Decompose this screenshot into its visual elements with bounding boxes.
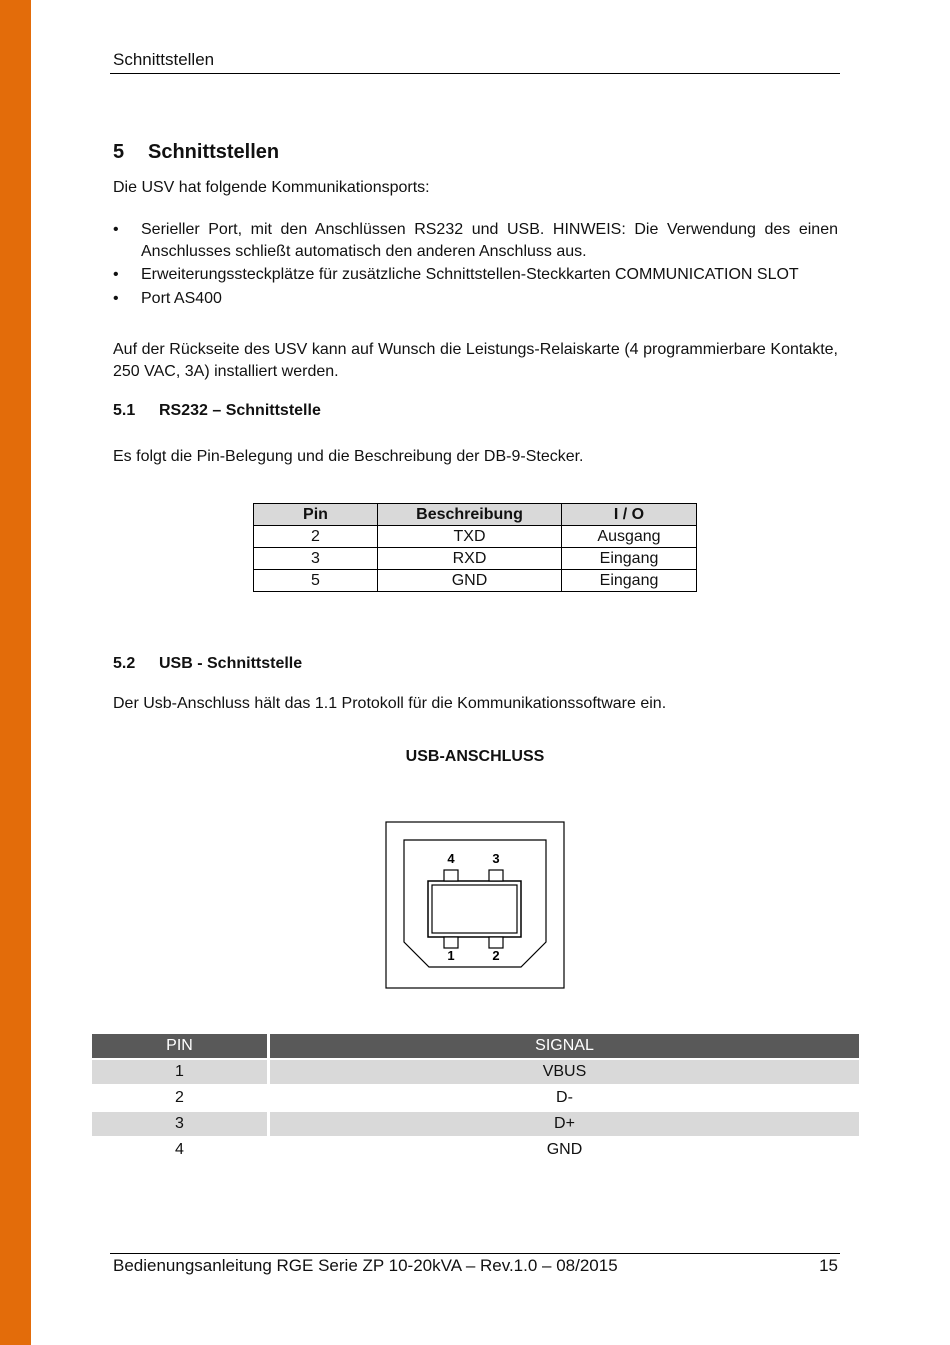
- pin-3-contact: [489, 870, 503, 881]
- table-row: [254, 526, 697, 548]
- table-cell: GND: [270, 1138, 859, 1162]
- section-5-1-intro: Es folgt die Pin-Belegung und die Beschreibung der DB-9-Stecker.: [113, 448, 584, 465]
- table-cell: 3: [92, 1112, 267, 1136]
- usb-pin-table: [92, 1034, 859, 1162]
- column-header: PIN: [92, 1034, 267, 1058]
- table-cell: D+: [270, 1112, 859, 1136]
- section-number: 5: [113, 141, 125, 163]
- column-header: I / O: [562, 504, 697, 526]
- bullet-text: Port AS400: [141, 290, 222, 307]
- page-number: 15: [819, 1256, 838, 1275]
- table-cell: Eingang: [562, 570, 697, 592]
- table-cell: 2: [92, 1086, 267, 1110]
- table-row: [254, 570, 697, 592]
- section-5-2-heading: [113, 655, 302, 673]
- section-5-intro: Die USV hat folgende Kommunikationsports:: [113, 179, 430, 196]
- table-header-row: [254, 504, 697, 526]
- usb-b-connector-diagram: [385, 821, 565, 989]
- connector-body-inner: [432, 885, 517, 933]
- table-row: [92, 1138, 859, 1162]
- table-cell: 1: [92, 1060, 267, 1084]
- section-5-1-heading: [113, 402, 321, 420]
- table-cell: Ausgang: [562, 526, 697, 548]
- bullet-icon: •: [113, 221, 119, 238]
- column-header: Beschreibung: [378, 504, 562, 526]
- table-cell: 2: [254, 526, 378, 548]
- footer-rule: [110, 1253, 840, 1254]
- table-row: [92, 1086, 859, 1110]
- running-header: Schnittstellen: [113, 50, 215, 69]
- table-cell: TXD: [378, 526, 562, 548]
- header-rule: [110, 73, 840, 74]
- table-cell: 5: [254, 570, 378, 592]
- pin-4-contact: [444, 870, 458, 881]
- pin-1-contact: [444, 937, 458, 948]
- pin-label: 2: [492, 948, 500, 963]
- table-row: [92, 1112, 859, 1136]
- table-header-row: [92, 1034, 859, 1058]
- section-title: RS232 – Schnittstelle: [159, 402, 321, 419]
- table-cell: VBUS: [270, 1060, 859, 1084]
- table-cell: Eingang: [562, 548, 697, 570]
- bullet-text: Erweiterungssteckplätze für zusätzliche Schnittstellen-Steckkarten COMMUNICATION SLOT: [141, 266, 799, 283]
- column-header: SIGNAL: [270, 1034, 859, 1058]
- table-cell: GND: [378, 570, 562, 592]
- bullet-item: [113, 288, 838, 310]
- section-title: USB - Schnittstelle: [159, 655, 303, 672]
- pin-2-contact: [489, 937, 503, 948]
- table-cell: 3: [254, 548, 378, 570]
- section-number: 5.2: [113, 655, 136, 672]
- bullet-text: Serieller Port, mit den Anschlüssen RS232 und USB. HINWEIS: Die Verwendung des einen Anschlusses schließt automatisch den anderen Anschluss aus.: [141, 221, 838, 260]
- table-cell: RXD: [378, 548, 562, 570]
- table-row: [92, 1060, 859, 1084]
- usb-diagram-title: USB-ANSCHLUSS: [405, 748, 545, 765]
- section-5-2-intro: Der Usb-Anschluss hält das 1.1 Protokoll für die Kommunikationssoftware ein.: [113, 695, 667, 712]
- column-header: Pin: [254, 504, 378, 526]
- bullet-icon: •: [113, 266, 119, 283]
- rs232-pin-table: [253, 503, 697, 592]
- footer-text: Bedienungsanleitung RGE Serie ZP 10-20kVA – Rev.1.0 – 08/2015: [113, 1256, 618, 1275]
- pin-label: 1: [447, 948, 455, 963]
- section-title: Schnittstellen: [148, 141, 280, 163]
- bullet-item: [113, 219, 838, 263]
- table-row: [254, 548, 697, 570]
- relay-paragraph: Auf der Rückseite des USV kann auf Wunsch die Leistungs-Relaiskarte (4 programmierbare Kontakte, 250 VAC, 3A) installiert werden.: [113, 341, 838, 380]
- table-cell: 4: [92, 1138, 267, 1162]
- orange-side-bar: [0, 0, 31, 1345]
- section-number: 5.1: [113, 402, 136, 419]
- table-cell: D-: [270, 1086, 859, 1110]
- bullet-icon: •: [113, 290, 119, 307]
- bullet-item: [113, 264, 838, 286]
- section-5-heading: [113, 141, 279, 164]
- pin-label: 3: [492, 851, 500, 866]
- pin-label: 4: [447, 851, 455, 866]
